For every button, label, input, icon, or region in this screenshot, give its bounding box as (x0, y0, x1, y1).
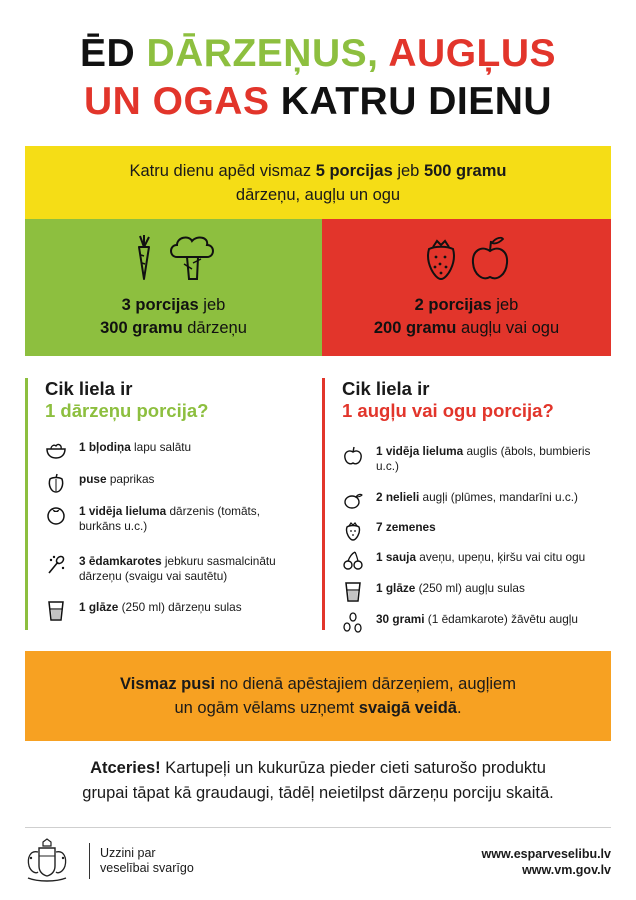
banner-line-1: Vismaz pusi no dienā apēstajiem dārzeņiem, augļiem (120, 675, 516, 693)
title-part: ĒD (79, 32, 147, 75)
carrot-icon (131, 233, 157, 288)
glass-icon (45, 600, 67, 622)
poster-title (0, 30, 636, 126)
intro-text: jeb (392, 162, 424, 180)
list-item (45, 600, 242, 622)
intro-text: Katru dienu apēd vismaz (129, 162, 316, 180)
intro-bold: 5 porcijas (315, 162, 393, 180)
title-part: DĀRZEŅUS, (146, 32, 389, 75)
banner-line-2: un ogām vēlams uzņemt svaigā veidā. (174, 699, 462, 717)
amount-text: jeb (198, 296, 226, 314)
org-line: veselībai svarīgo (100, 861, 194, 875)
intro-bold: 500 gramu (423, 162, 507, 180)
subheading-text: 1 augļu vai ogu porcija? (342, 400, 554, 421)
bowl-icon (45, 440, 67, 462)
reminder-line-1: Atceries! Kartupeļi un kukurūza pieder cieti saturošo produktu (90, 759, 546, 777)
apple-outline-icon (342, 444, 364, 466)
amount-text: dārzeņu (182, 319, 247, 337)
cherries-icon (342, 550, 364, 572)
item-text: puse paprikas (79, 472, 155, 486)
org-line: Uzzini par (100, 846, 156, 860)
fruits-icons (322, 233, 611, 288)
vegetables-icons (25, 233, 322, 288)
item-text: 1 vidēja lieluma auglis (ābols, bumbieris u.c.) (376, 444, 591, 473)
title-line-1 (0, 30, 636, 78)
amount-text: augļu vai ogu (456, 319, 560, 337)
vegetables-amount (25, 294, 322, 340)
amount-bold: 3 porcijas (121, 296, 199, 314)
reminder-note (0, 756, 636, 806)
list-item (342, 581, 525, 603)
apple-icon (469, 233, 511, 288)
footer-links (482, 846, 611, 878)
list-item (45, 440, 191, 462)
amount-bold: 200 gramu (373, 319, 457, 337)
amount-bold: 2 porcijas (414, 296, 492, 314)
fruits-amount (322, 294, 611, 340)
vegetables-box (25, 219, 322, 356)
item-text: 1 vidēja lieluma dārzenis (tomāts, burkāns u.c.) (79, 504, 260, 533)
spoon-icon (45, 554, 67, 576)
plum-icon (342, 490, 364, 512)
item-text: 1 bļodiņa lapu salātu (79, 440, 192, 454)
item-text: 2 nelieli augļi (plūmes, mandarīni u.c.) (376, 490, 578, 504)
list-item (342, 550, 585, 572)
footer-org (100, 846, 194, 876)
footer-divider (25, 827, 611, 828)
column-heading (28, 378, 308, 422)
list-item (45, 472, 154, 494)
tomato-icon (45, 504, 67, 526)
list-item (342, 612, 578, 634)
fresh-intake-banner (25, 651, 611, 741)
reminder-line-2: grupai tāpat kā graudaugi, tādēļ neietilpst dārzeņu porciju skaitā. (82, 784, 554, 802)
title-line-2 (0, 78, 636, 126)
item-text: 1 glāze (250 ml) augļu sulas (376, 581, 525, 595)
juice-glass-icon (342, 581, 364, 603)
column-heading (325, 378, 615, 422)
list-item (45, 554, 304, 584)
fruits-box (322, 219, 611, 356)
intro-banner (25, 146, 611, 219)
item-text: 1 glāze (250 ml) dārzeņu sulas (79, 600, 242, 614)
vegetable-portion-column (25, 378, 308, 630)
subheading-text: 1 dārzeņu porcija? (45, 400, 209, 421)
website-link[interactable]: www.vm.gov.lv (522, 863, 611, 877)
list-item (45, 504, 289, 534)
broccoli-icon (167, 233, 217, 288)
strawberry-outline-icon (342, 520, 364, 542)
list-item (342, 444, 596, 474)
coat-of-arms-logo (22, 838, 72, 884)
heading-text: Cik liela ir (45, 378, 133, 399)
strawberry-icon (423, 233, 459, 288)
footer-separator (89, 843, 90, 879)
item-text: 30 grami (1 ēdamkarote) žāvētu augļu (376, 612, 578, 626)
pepper-icon (45, 472, 67, 494)
item-text: 3 ēdamkarotes jebkuru sasmalcinātu dārzeņu (svaigu vai sautētu) (79, 554, 276, 583)
list-item (342, 520, 436, 542)
heading-text: Cik liela ir (342, 378, 430, 399)
title-part: UN OGAS (83, 80, 281, 123)
fruit-portion-column (322, 378, 615, 630)
list-item (342, 490, 578, 512)
intro-line-1 (25, 159, 611, 183)
title-part: AUGĻUS (388, 32, 557, 75)
website-link[interactable]: www.esparveselibu.lv (481, 847, 611, 861)
item-text: 7 zemenes (376, 520, 436, 534)
dried-fruit-icon (342, 612, 364, 634)
intro-line-2: dārzeņu, augļu un ogu (235, 186, 401, 204)
amount-bold: 300 gramu (100, 319, 183, 337)
amount-text: jeb (491, 296, 519, 314)
item-text: 1 sauja aveņu, upeņu, ķiršu vai citu ogu (376, 550, 586, 564)
title-part: KATRU DIENU (280, 80, 553, 123)
